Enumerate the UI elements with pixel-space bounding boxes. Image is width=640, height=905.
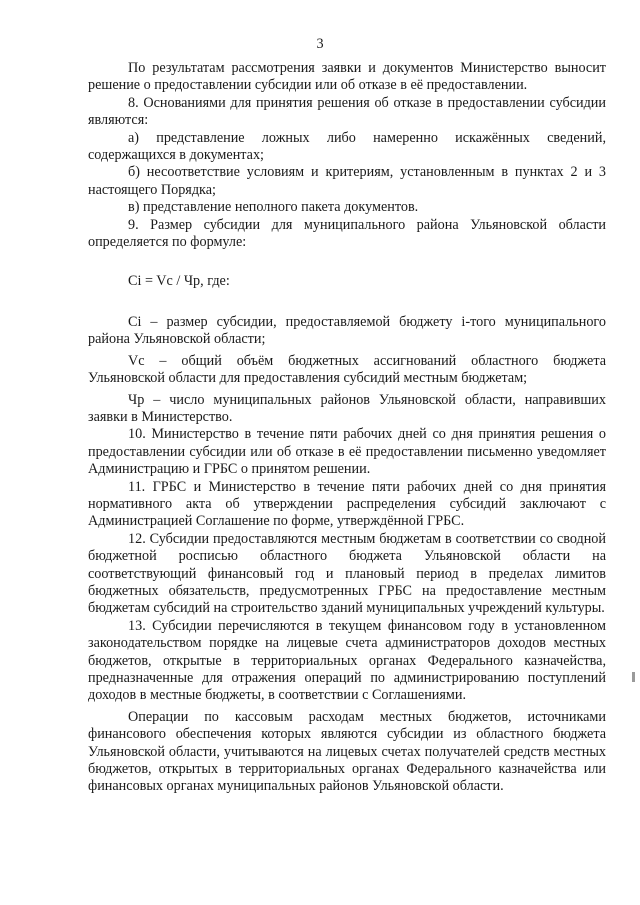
paragraph-item-9: 9. Размер субсидии для муниципального района Ульяновской области определяется по формуле:: [88, 216, 606, 251]
paragraph-item-10: 10. Министерство в течение пяти рабочих дней со дня принятия решения о предоставлении субсидии или об отказе в её предоставлении письменно уведомляет Администрацию и ГРБС о принятом решении.: [88, 426, 606, 478]
paragraph-item-8b: б) несоответствие условиям и критериям, установленным в пунктах 2 и 3 настоящего Порядка;: [88, 164, 606, 198]
paragraph-item-8: 8. Основаниями для принятия решения об отказе в предоставлении субсидии являются:: [88, 94, 606, 129]
paragraph-operations: Операции по кассовым расходам местных бюджетов, источниками финансового обеспечения которых являются субсидии из областного бюджета Ульяновской области, учитываются на лицевых счетах получателей средств местных бюджетов, открытых в территориальных органах Федерального казначейства или финансовых органах муниципальных районов Ульяновской области.: [88, 708, 606, 795]
document-body: [88, 60, 606, 796]
paragraph-item-8c: в) представление неполного пакета документов.: [128, 199, 419, 216]
scan-edge-mark: [632, 672, 635, 682]
definition-chr: Чр – число муниципальных районов Ульяновской области, направивших заявки в Министерство.: [88, 391, 606, 425]
definition-ci: Ci – размер субсидии, предоставляемой бюджету i-того муниципального района Ульяновской области;: [88, 313, 606, 348]
paragraph-item-8a: а) представление ложных либо намеренно искажённых сведений, содержащихся в документах;: [88, 129, 606, 164]
formula: Ci = Vc / Чр, где:: [128, 273, 230, 290]
paragraph-item-11: 11. ГРБС и Министерство в течение пяти рабочих дней со дня принятия нормативного акта об утверждении распределения субсидий заключают с Администрацией Соглашение по форме, утверждённой ГРБС.: [88, 478, 606, 530]
paragraph-decision: По результатам рассмотрения заявки и документов Министерство выносит решение о предоставлении субсидии или об отказе в её предоставлении.: [88, 60, 606, 94]
page-number: 3: [316, 36, 324, 52]
paragraph-item-13: 13. Субсидии перечисляются в текущем финансовом году в установленном законодательством порядке на лицевые счета администраторов доходов местных бюджетов, открытые в территориальных органах Федерального казначейства, предназначенные для отражения операций по администрированию поступлений доходов в местные бюджеты, в соответствии с Соглашениями.: [88, 617, 606, 704]
definition-vc: Vc – общий объём бюджетных ассигнований областного бюджета Ульяновской области для предоставления субсидий местным бюджетам;: [88, 352, 606, 387]
paragraph-item-12: 12. Субсидии предоставляются местным бюджетам в соответствии со сводной бюджетной росписью областного бюджета Ульяновской области на соответствующий финансовый год и плановый период в пределах лимитов бюджетных обязательств, предусмотренных ГРБС на предоставление местным бюджетам субсидий на строительство зданий муниципальных учреждений культуры.: [88, 530, 606, 617]
